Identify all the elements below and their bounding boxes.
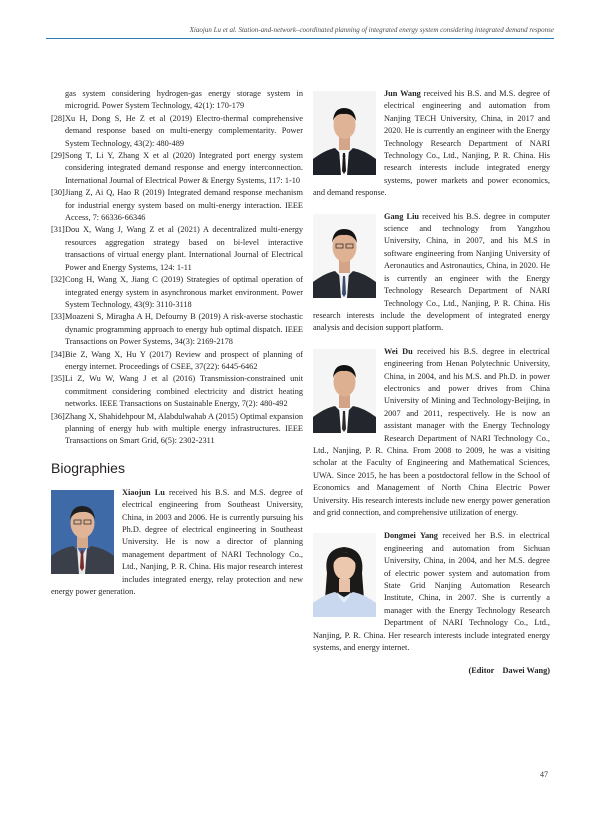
biography-jun-wang: Jun Wang received his B.S. and M.S. degree of electrical engineering and automation from Nanjing TECH University, China, in 2017 and 2020. He is currently an engineer with the Energy Technology Research Department of NARI Technology Co., Ltd., Nanjing, P. R. China. His research interests include integrated energy systems, power markets and power economics, and demand response. <box>313 89 550 198</box>
reference-item: [34] Bie Z, Wang X, Hu Y (2017) Review and prospect of planning of energy internet. Proceedings of CSEE, 37(22): 6445-6462 <box>51 349 303 371</box>
reference-item: [28] Xu H, Dong S, He Z et al (2019) Electro-thermal comprehensive demand response based on multi-energy complementarity. Power System Technology, 43(2): 480-489 <box>51 113 303 148</box>
author-photo <box>51 490 114 574</box>
page-number: 47 <box>540 770 548 779</box>
reference-item: [30] Jiang Z, Ai Q, Hao R (2019) Integrated demand response mechanism for industrial energy system based on multi-energy interaction. IEEE Access, 7: 66336-66346 <box>51 188 303 223</box>
reference-item: [32] Cong H, Wang X, Jiang C (2019) Strategies of optimal operation of integrated energy system in asynchronous market environment. Power System Technology, 43(9): 3110-3118 <box>51 275 303 309</box>
biography-wei-du: Wei Du received his B.S. degree in electrical engineering from Henan Polytechnic University, China, in 2004, and his M.S. and Ph.D. in power electronics and power drives from China University of Mining and Technology-Beijing, in 2007 and 2011, respectively. He is now an assistant manager with the Energy Technology Research Department of NARI Technology Co., Ltd., Nanjing, P. R. China. From 2008 to 2009, he was a visiting scholar at the Faculty of Engineering and Mathematical Sciences, UWA. Since 2015, he has been a postdoctoral fellow in the School of Economics and Management of North China Electric Power University. His research interests include new energy power generation and grid connection, and comprehensive utilization of energy. <box>313 346 550 517</box>
biography-xiaojun-lu: Xiaojun Lu received his B.S. and M.S. degree of electrical engineering from Southeast University, China, in 2003 and 2006. He is currently pursuing his Ph.D. degree of electrical engineering in Southeast University. He is now a director of planning management department of NARI Technology Co., Ltd., Nanjing, P. R. China. His major research interest includes integrated energy, relay protection and new energy power generation. <box>51 487 304 597</box>
reference-item: [33] Moazeni S, Miragha A H, Defourny B (2019) A risk-averse stochastic dynamic programming approach to energy hub optimal dispatch. IEEE Transactions on Power Systems, 34(3): 2169-2178 <box>51 312 303 347</box>
reference-list <box>51 88 303 448</box>
reference-item: [29] Song T, Li Y, Zhang X et al (2020) Integrated port energy system considering integrated demand response and energy interconnection. International Journal of Electrical Power & Energy Systems, 117: 1-10 <box>51 151 303 185</box>
reference-item: [35] Li Z, Wu W, Wang J et al (2016) Transmission-constrained unit commitment considering combined electricity and district heating networks. IEEE Transactions on Sustainable Energy, 7(2): 480-492 <box>51 374 303 409</box>
author-photo <box>313 214 376 298</box>
author-photo <box>313 349 376 433</box>
right-column <box>313 88 550 676</box>
author-photo <box>313 533 376 617</box>
header-rule <box>46 38 554 39</box>
author-photo <box>313 91 376 175</box>
reference-item: [36] Zhang X, Shahidehpour M, Alabdulwahab A (2015) Optimal expansion planning of energy hub with multiple energy infrastructures. IEEE Transactions on Smart Grid, 6(5): 2302-2311 <box>51 411 303 446</box>
biographies-heading: Biographies <box>51 459 125 476</box>
left-column <box>51 88 303 598</box>
reference-item: gas system considering hydrogen-gas energy storage system in microgrid. Power System Technology, 42(1): 170-179 <box>65 89 303 111</box>
biography-dongmei-yang: Dongmei Yang received her B.S. in electrical engineering and automation from Sichuan University, China, in 2004, and her M.S. degree of electric power system and automation from State Grid Nanjing Automation Research Institute, China, in 2007. She is currently a manager with the Energy Technology Research Department of NARI Technology Co., Ltd., Nanjing, P. R. China. Her research interests include integrated energy systems, and energy internet. <box>313 531 550 653</box>
reference-item: [31] Dou X, Wang J, Wang Z et al (2021) A decentralized multi-energy resources aggregation strategy based on bi-level interactive transactions of virtual energy plant. International Journal of Electrical Power and Energy Systems, 124: 1-11 <box>51 225 303 272</box>
editor-note: (Editor Dawei Wang) <box>468 666 550 676</box>
biography-gang-liu: Gang Liu received his B.S. degree in computer science and technology from Yangzhou University, China, in 2007, and his M.S in software engineering from Nanjing University of Aeronautics and Astronautics, China, in 2020. He is currently an engineer with the Energy Technology Research Department of NARI Technology Co., Ltd., Nanjing, P. R. China. His research interests include the development of integrated energy analysis and decision support platform. <box>313 211 550 333</box>
running-header: Xiaojun Lu et al. Station-and-network–coordinated planning of integrated energy system considering integrated demand response <box>189 26 554 34</box>
